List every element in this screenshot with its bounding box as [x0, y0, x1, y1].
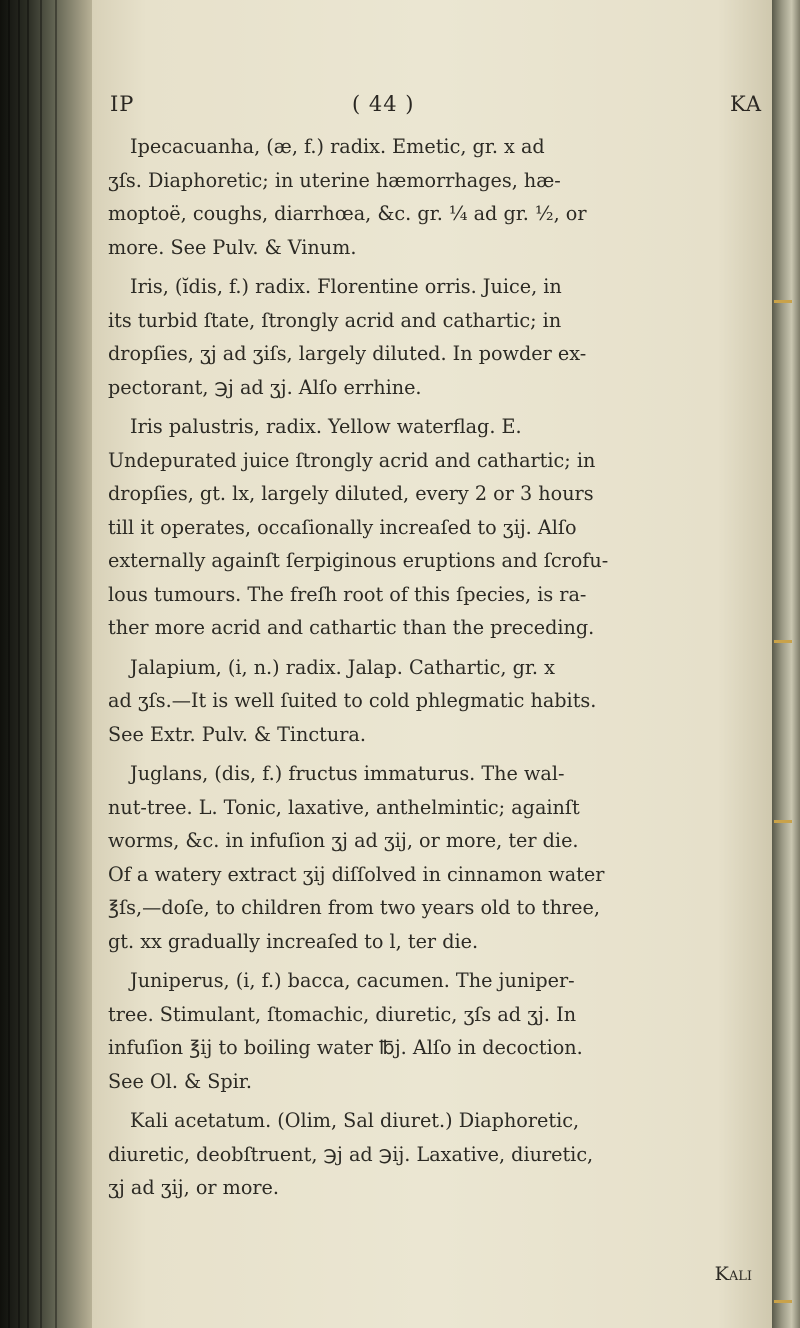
entry-ipecacuanha [108, 130, 760, 264]
header-left-guide-word: IP [110, 92, 135, 116]
entry-juniperus [108, 964, 760, 1098]
entry-line: Of a watery extract ʒij diſſolved in cinnamon water [108, 862, 605, 886]
entry-line: nut-tree. L. Tonic, laxative, anthelmintic; againſt [108, 795, 580, 819]
entry-line: diuretic, deobſtruent, ℈j ad ℈ij. Laxative, diuretic, [108, 1142, 594, 1166]
entry-line: Juglans, (dis, f.) fructus immaturus. The wal- [130, 762, 565, 785]
entry-line: Ipecacuanha, (æ, f.) radix. Emetic, gr. x ad [130, 135, 545, 158]
entry-line: Juniperus, (i, f.) bacca, cacumen. The juniper- [130, 969, 575, 992]
entry-line: worms, &c. in infuſion ʒj ad ʒij, or more, ter die. [108, 829, 579, 852]
entry-line: moptoë, coughs, diarrhœa, &c. gr. ¼ ad gr. ½, or [108, 202, 587, 225]
entry-line: Iris, (ĭdis, f.) radix. Florentine orris. Juice, in [130, 275, 562, 298]
page-edge [772, 0, 800, 1328]
entry-line: ad ʒſs.—It is well ſuited to cold phlegmatic habits. [108, 689, 597, 712]
entry-iris [108, 270, 760, 404]
entry-line: gt. xx gradually increaſed to l, ter die. [108, 929, 479, 953]
entry-line: pectorant, ℈j ad ʒj. Alſo errhine. [108, 375, 422, 399]
entry-juglans [108, 757, 760, 958]
entry-line: more. See Pulv. & Vinum. [108, 235, 357, 259]
entry-line: dropſies, ʒj ad ʒiſs, largely diluted. In powder ex- [108, 342, 587, 365]
entry-line: infuſion ℥ij to boiling water ℔j. Alſo in decoction. [108, 1036, 583, 1059]
entry-jalapium [108, 651, 760, 752]
dictionary-body [108, 130, 760, 1211]
entry-line: ʒj ad ʒij, or more. [108, 1176, 280, 1199]
entry-line: See Extr. Pulv. & Tinctura. [108, 722, 366, 746]
entry-line: Undepurated juice ſtrongly acrid and cathartic; in [108, 448, 596, 472]
entry-line: till it operates, occaſionally increaſed to ʒij. Alſo [108, 515, 577, 539]
entry-kali-acetatum [108, 1104, 760, 1205]
entry-line: ther more acrid and cathartic than the preceding. [108, 616, 595, 639]
catchword: Kali [714, 1263, 752, 1285]
entry-line: lous tumours. The freſh root of this ſpecies, is ra- [108, 582, 587, 606]
entry-line: ʒſs. Diaphoretic; in uterine hæmorrhages, hæ- [108, 168, 561, 192]
entry-line: its turbid ſtate, ſtrongly acrid and cathartic; in [108, 308, 562, 332]
entry-line: dropſies, gt. lx, largely diluted, every 2 or 3 hours [108, 482, 594, 505]
page-number: ( 44 ) [352, 92, 415, 116]
entry-line: See Ol. & Spir. [108, 1069, 252, 1093]
entry-line: Kali acetatum. (Olim, Sal diuret.) Diaphoretic, [130, 1109, 580, 1132]
entry-line: externally againſt ſerpiginous eruptions and ſcrofu- [108, 549, 609, 572]
header-right-guide-word: KA [729, 92, 762, 116]
running-header [100, 92, 762, 122]
entry-line: Iris palustris, radix. Yellow waterflag. E. [130, 415, 522, 438]
entry-line: Jalapium, (i, n.) radix. Jalap. Cathartic, gr. x [130, 655, 555, 679]
entry-line: tree. Stimulant, ſtomachic, diuretic, ʒſs ad ʒj. In [108, 1002, 577, 1026]
entry-iris-palustris [108, 410, 760, 645]
entry-line: ℥ſs,—doſe, to children from two years old to three, [108, 896, 600, 919]
book-binding-gutter [0, 0, 92, 1328]
